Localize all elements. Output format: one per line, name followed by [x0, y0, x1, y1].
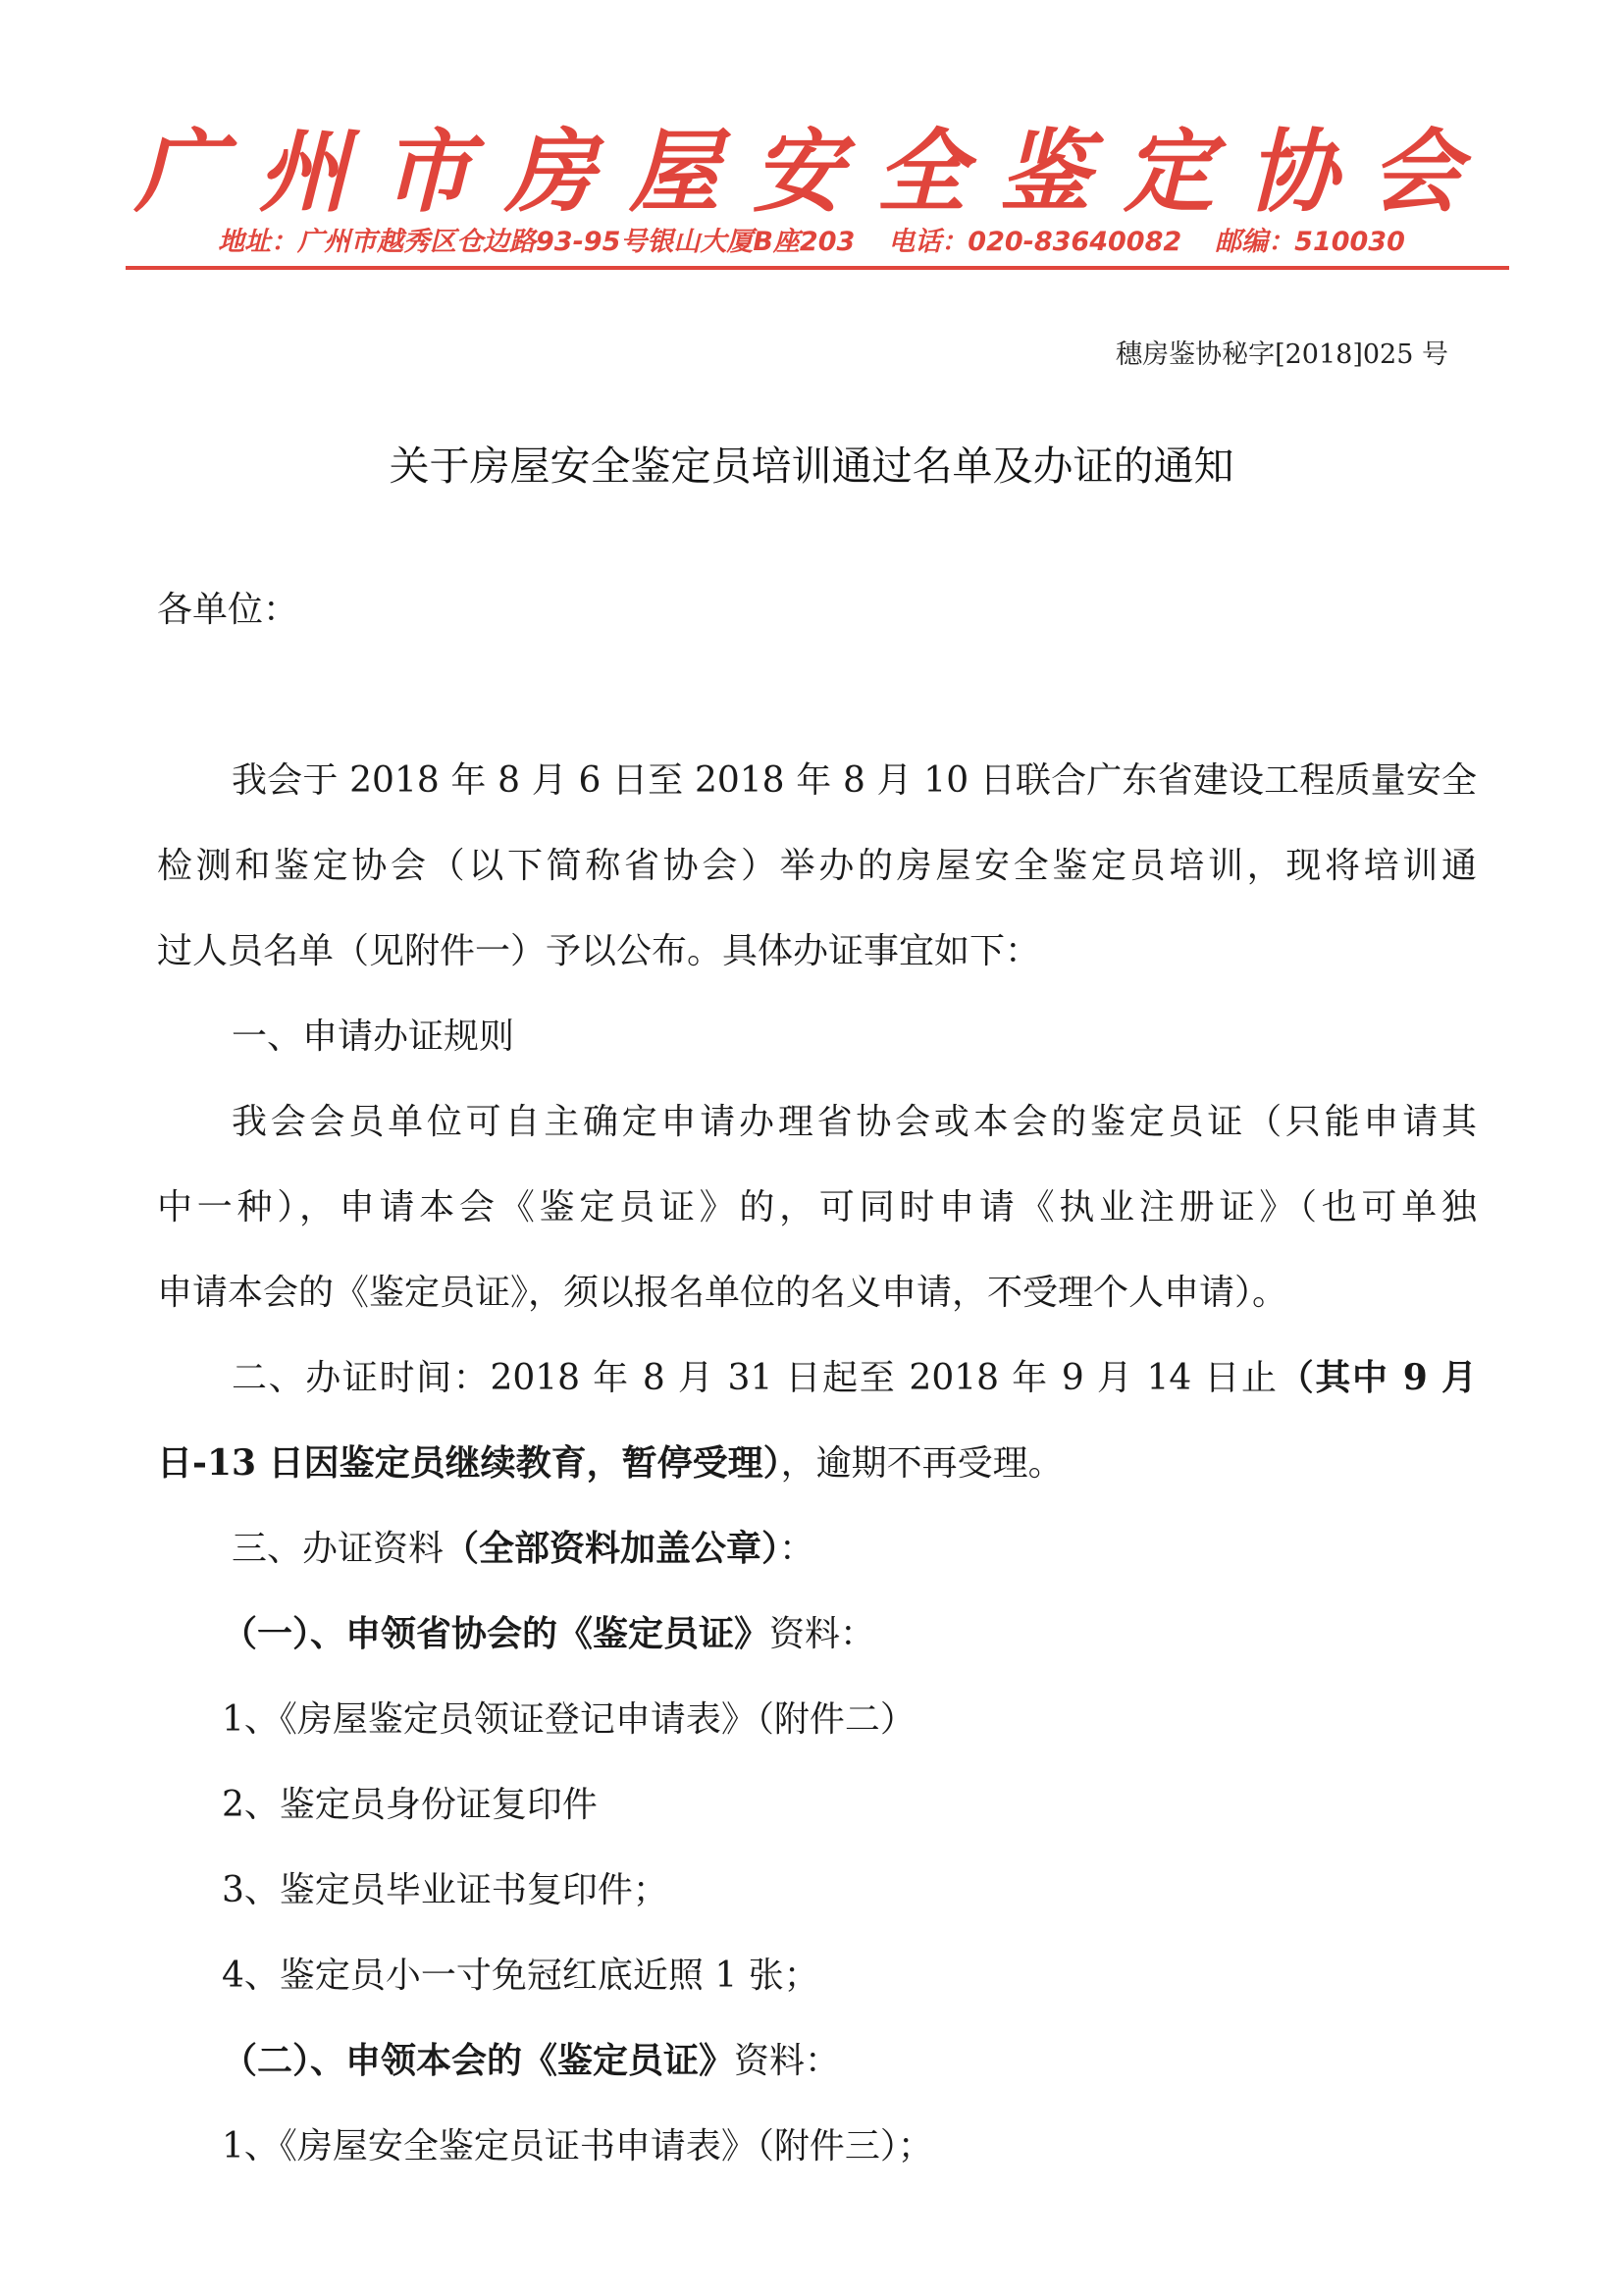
subsection1-heading-bold: （一）、申领省协会的《鉴定员证》 — [222, 1613, 770, 1654]
section1-line-1: 我会会员单位可自主确定申请办理省协会或本会的鉴定员证（只能申请其 — [232, 1102, 1477, 1142]
letterhead-address: 地址：广州市越秀区仓边路93-95号银山大厦B座203 — [218, 227, 856, 257]
section2-line-1-bold: （其中 9 月 — [1278, 1357, 1477, 1398]
list-item: 3、鉴定员毕业证书复印件； — [222, 1870, 668, 1910]
section2-line-2-bold: 日-13 日因鉴定员继续教育，暂停受理） — [157, 1442, 781, 1484]
list-item: 4、鉴定员小一寸免冠红底近照 1 张； — [222, 1956, 819, 1996]
letterhead-phone: 电话：020-83640082 — [888, 227, 1182, 257]
list-item: 2、鉴定员身份证复印件 — [222, 1785, 598, 1825]
section2-line-1 — [157, 1335, 1477, 1421]
intro-line-3: 过人员名单（见附件一）予以公布。具体办证事宜如下： — [157, 931, 1041, 971]
section2-line-1-regular: 二、办证时间：2018 年 8 月 31 日起至 2018 年 9 月 14 日止 — [232, 1358, 1279, 1398]
letterhead-org-name: 广州市房屋安全鉴定协会 — [133, 119, 1494, 225]
intro-line-1: 我会于 2018 年 8 月 6 日至 2018 年 8 月 10 日联合广东省建设工程质量安全 — [232, 760, 1477, 801]
subsection2-heading-regular: 资料： — [734, 2041, 841, 2081]
section2-line-2-regular: ，逾期不再受理。 — [780, 1443, 1064, 1484]
document-title: 关于房屋安全鉴定员培训通过名单及办证的通知 — [389, 443, 1234, 490]
section1-line-2: 中一种），申请本会《鉴定员证》的，可同时申请《执业注册证》（也可单独 — [157, 1187, 1477, 1227]
document-body — [157, 567, 1477, 2189]
section1-line-3: 申请本会的《鉴定员证》，须以报名单位的名义申请，不受理个人申请）。 — [157, 1273, 1288, 1313]
subsection2-heading-bold: （二）、申领本会的《鉴定员证》 — [222, 2040, 735, 2081]
section3-heading-regular: 三、办证资料 — [232, 1529, 445, 1569]
subsection1-heading-regular: 资料： — [769, 1614, 876, 1654]
section3-heading-bold: （全部资料加盖公章） — [444, 1528, 780, 1569]
salutation: 各单位： — [157, 590, 299, 630]
document-number: 穗房鉴协秘字[2018]025 号 — [1116, 339, 1448, 370]
spacer — [157, 652, 1477, 738]
letterhead-postcode: 邮编：510030 — [1215, 227, 1405, 257]
subsection1-heading — [157, 1592, 1477, 1677]
subsection2-heading — [157, 2018, 1477, 2104]
intro-line-2: 检测和鉴定协会（以下简称省协会）举办的房屋安全鉴定员培训，现将培训通 — [157, 846, 1477, 886]
section2-line-2 — [157, 1421, 1477, 1506]
list-item: 1、《房屋鉴定员领证登记申请表》（附件二） — [222, 1699, 916, 1740]
list-item: 1、《房屋安全鉴定员证书申请表》（附件三）； — [222, 2126, 933, 2166]
letterhead-contact — [218, 218, 1444, 267]
section3-heading — [157, 1506, 1477, 1592]
letterhead-divider — [126, 266, 1509, 270]
section3-heading-colon: ： — [779, 1529, 815, 1569]
section1-heading: 一、申请办证规则 — [232, 1017, 515, 1057]
